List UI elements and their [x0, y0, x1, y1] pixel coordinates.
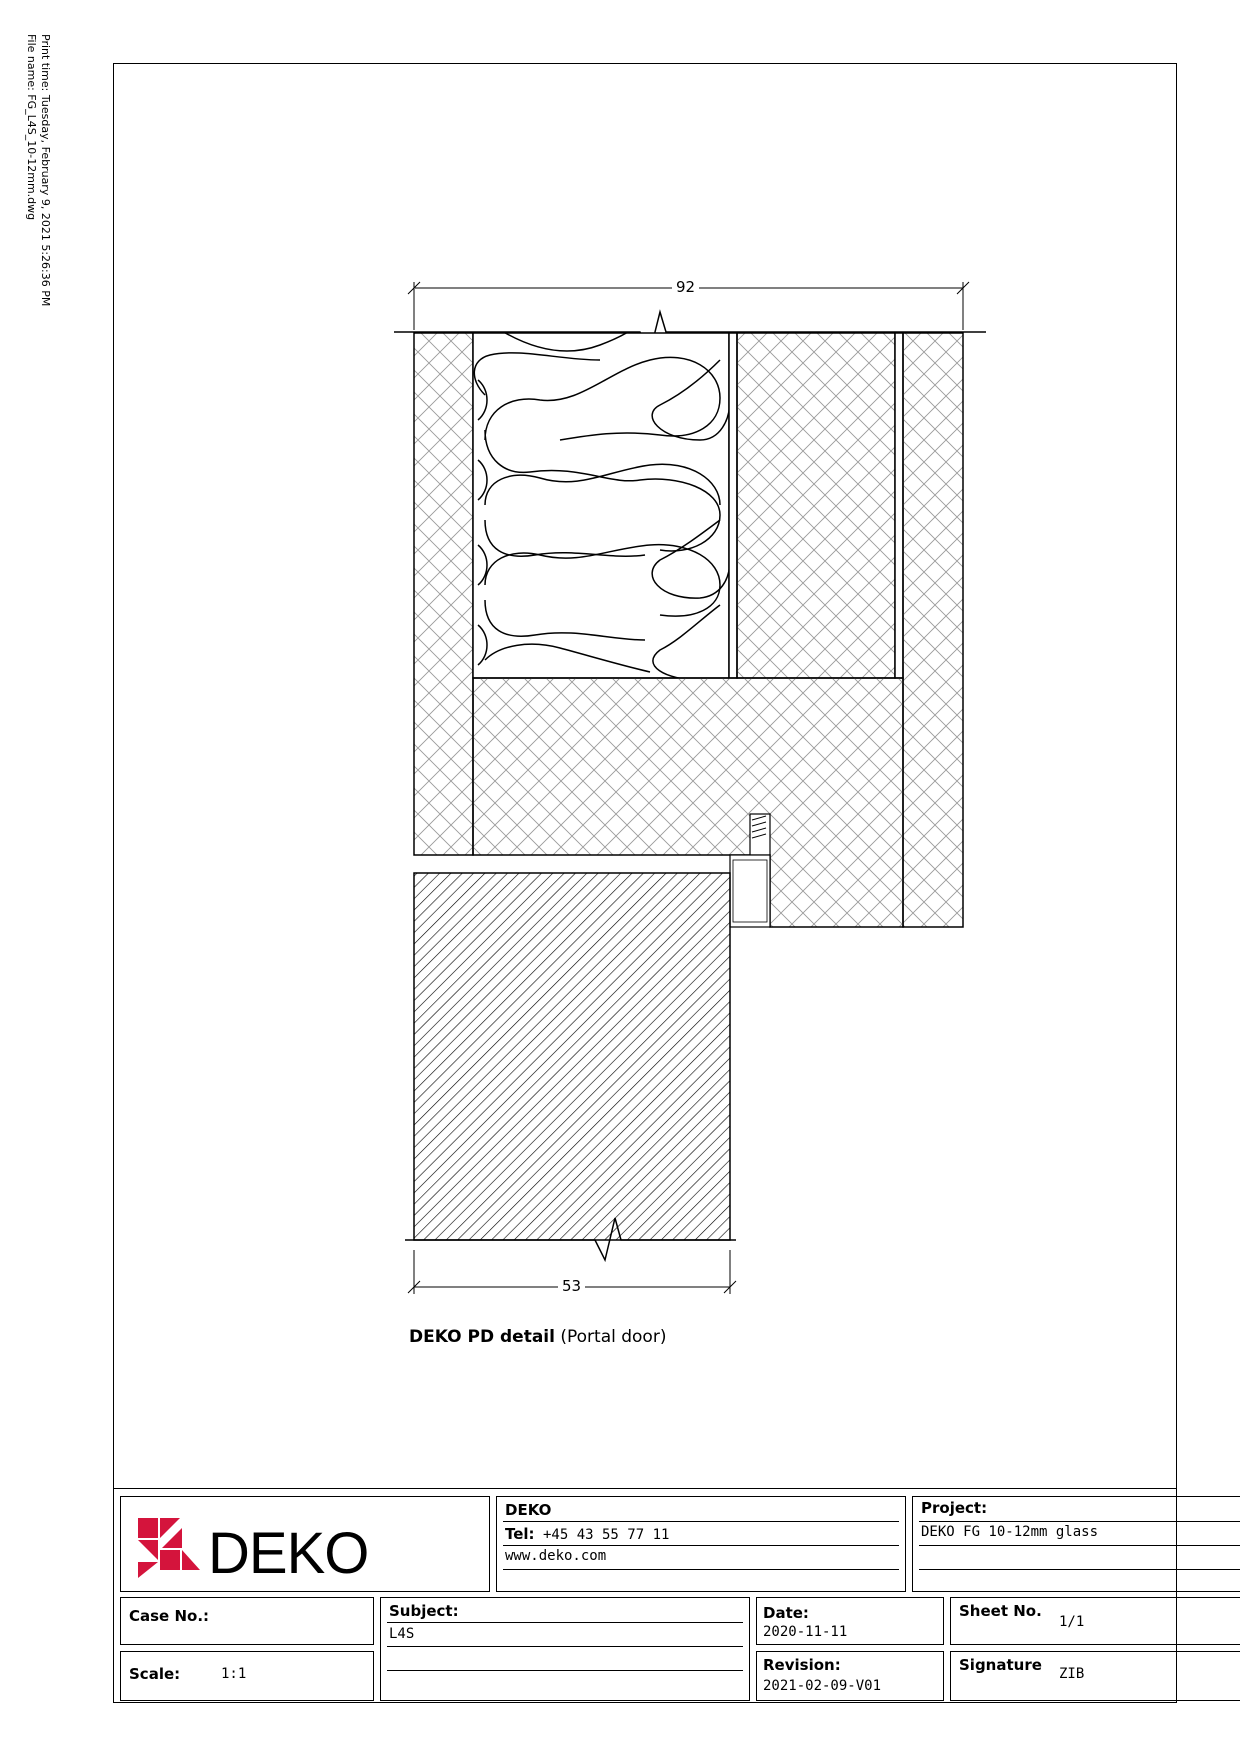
vapour-barrier — [729, 333, 737, 678]
print-time: Print time: Tuesday, February 9, 2021 5:26:36 PM — [39, 34, 52, 307]
signature-value: ZIB — [1059, 1666, 1085, 1682]
case-number-cell — [120, 1597, 374, 1645]
dimension-top-label: 92 — [672, 278, 699, 296]
date-cell — [756, 1597, 944, 1645]
scale-value: 1:1 — [221, 1666, 247, 1682]
sheet-number-cell — [950, 1597, 1240, 1645]
file-name: File name: FG_L4S_10-12mm.dwg — [25, 34, 38, 221]
subject-value: L4S — [389, 1626, 415, 1642]
inner-board — [737, 333, 895, 678]
right-wall-board — [903, 333, 963, 927]
caption-subtitle: (Portal door) — [554, 1327, 667, 1347]
glass-rebate — [730, 855, 770, 927]
revision-cell — [756, 1651, 944, 1701]
deko-logo — [138, 1518, 369, 1586]
telephone: Tel: +45 43 55 77 11 — [505, 1525, 670, 1543]
inner-strip — [895, 333, 903, 678]
project-cell — [912, 1496, 1240, 1592]
project-value: DEKO FG 10-12mm glass — [921, 1524, 1099, 1540]
logo-cell — [120, 1496, 490, 1592]
sheet-number-label: Sheet No. — [959, 1602, 1042, 1620]
caption-title: DEKO PD detail — [409, 1327, 555, 1347]
date-value: 2020-11-11 — [763, 1624, 848, 1640]
insulation-fill — [473, 300, 730, 680]
left-wall-board — [414, 333, 473, 855]
title-block — [113, 1488, 1177, 1704]
company-cell — [496, 1496, 906, 1592]
project-label: Project: — [921, 1499, 988, 1517]
sheet-number-value: 1/1 — [1059, 1614, 1085, 1630]
subject-cell — [380, 1597, 750, 1701]
logo-text: DEKO — [208, 1521, 369, 1586]
scale-cell — [120, 1651, 374, 1701]
door-leaf — [414, 873, 730, 1240]
subject-label: Subject: — [389, 1602, 459, 1620]
scale-label: Scale: — [129, 1665, 181, 1683]
deko-logo-mark — [138, 1518, 200, 1578]
drawing-caption — [409, 1327, 666, 1347]
revision-label: Revision: — [763, 1656, 841, 1674]
dimension-bottom-label: 53 — [558, 1277, 585, 1295]
signature-label: Signature — [959, 1656, 1042, 1674]
company-name: DEKO — [505, 1501, 552, 1519]
revision-value: 2021-02-09-V01 — [763, 1678, 882, 1694]
website: www.deko.com — [505, 1548, 607, 1564]
date-label: Date: — [763, 1604, 809, 1622]
signature-cell — [950, 1651, 1240, 1701]
case-number-label: Case No.: — [129, 1607, 210, 1625]
